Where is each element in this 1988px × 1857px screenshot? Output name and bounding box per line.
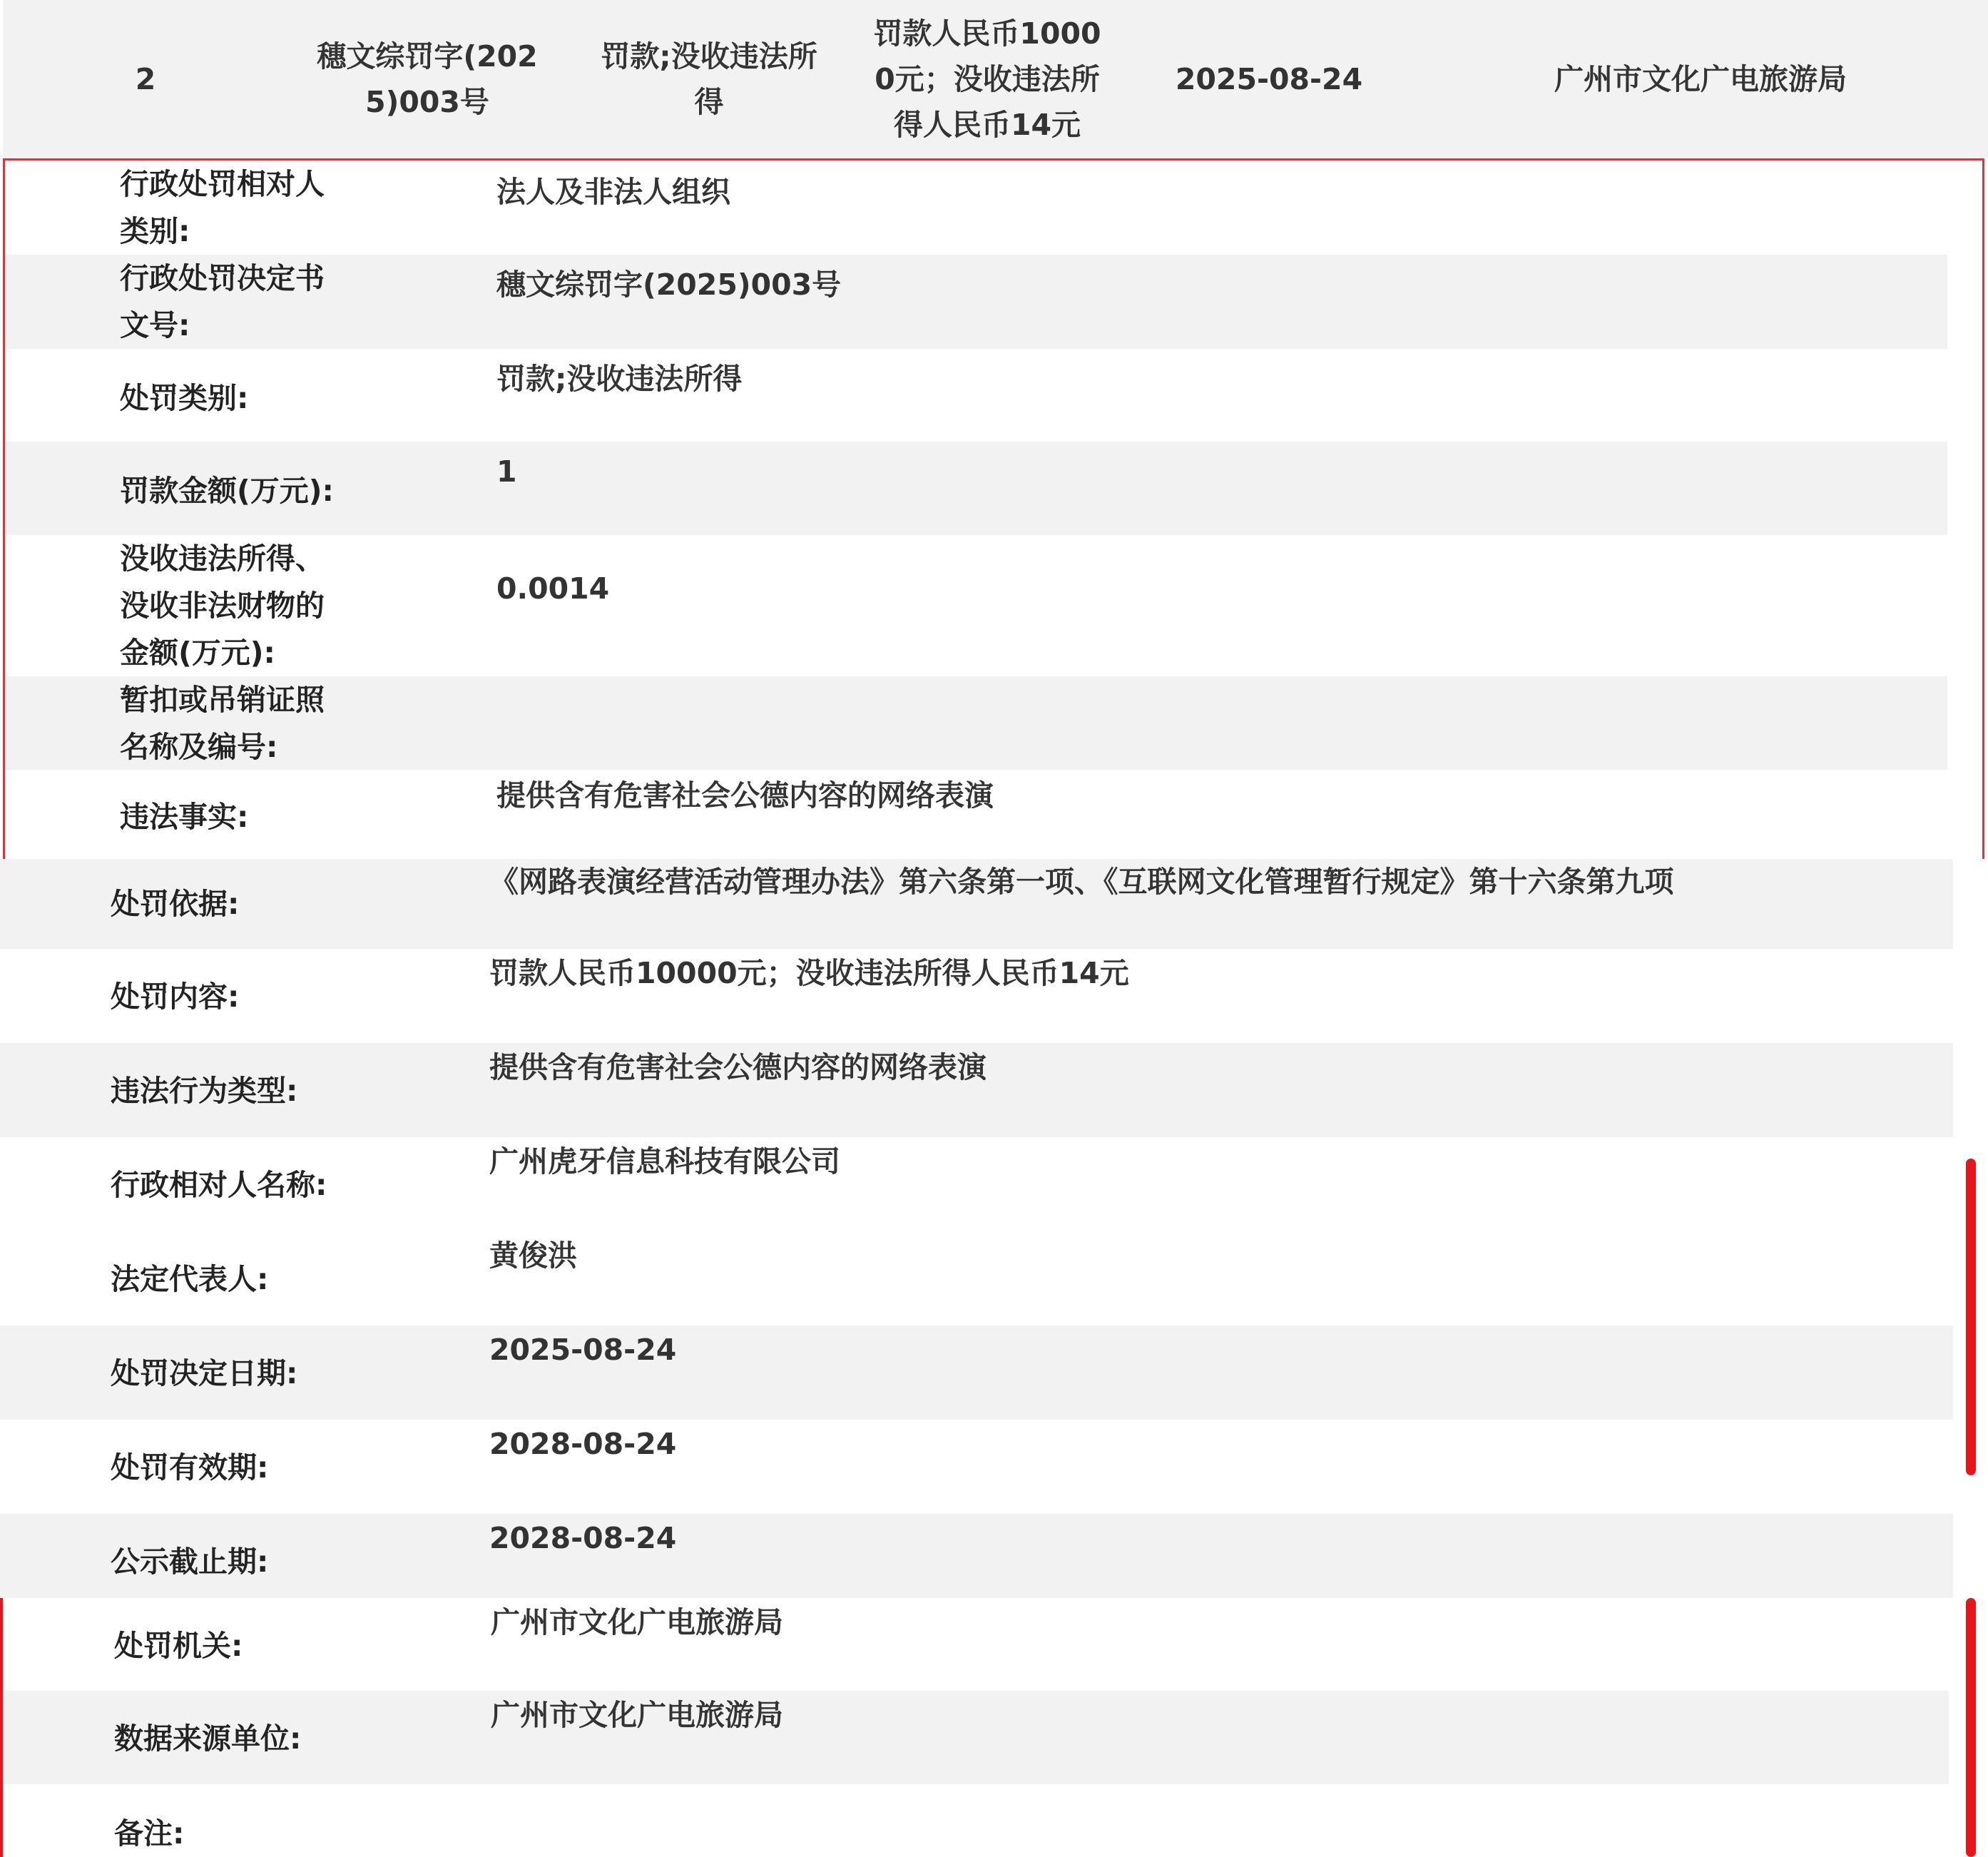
summary-index: 2 bbox=[135, 62, 156, 96]
value-penalty-authority: 广州市文化广电旅游局 bbox=[491, 1605, 783, 1639]
detail-row-decision-date bbox=[0, 1326, 1953, 1420]
value-legal-representative: 黄俊洪 bbox=[489, 1238, 577, 1273]
label-remarks: 备注: bbox=[114, 1816, 185, 1851]
summary-penalty-content: 罚款人民币1000 0元；没收违法所 得人民币14元 bbox=[873, 16, 1101, 142]
label-publicity-deadline: 公示截止期: bbox=[111, 1545, 269, 1579]
summary-decision-number: 穗文综罚字(202 5)003号 bbox=[317, 39, 538, 119]
detail-row-subject-category bbox=[6, 161, 1947, 255]
value-data-source: 广州市文化广电旅游局 bbox=[491, 1698, 783, 1732]
detail-row-license-revoked bbox=[6, 676, 1947, 770]
detail-row-fine-amount bbox=[6, 442, 1947, 535]
value-fine-amount: 1 bbox=[496, 454, 517, 489]
label-subject-name: 行政相对人名称: bbox=[111, 1168, 327, 1202]
summary-penalty-type: 罚款;没收违法所 得 bbox=[601, 39, 817, 119]
label-decision-date: 处罚决定日期: bbox=[111, 1356, 298, 1390]
label-confiscation-amount: 没收违法所得、 没收非法财物的 金额(万元): bbox=[120, 541, 325, 670]
value-decision-date: 2025-08-24 bbox=[489, 1333, 677, 1367]
scroll-indicator[interactable] bbox=[1966, 1159, 1976, 1475]
scroll-indicator-lower[interactable] bbox=[1966, 1598, 1976, 1857]
label-data-source: 数据来源单位: bbox=[114, 1721, 302, 1756]
label-penalty-category: 处罚类别: bbox=[120, 381, 249, 415]
label-penalty-basis: 处罚依据: bbox=[111, 887, 240, 921]
detail-row-legal-representative bbox=[0, 1231, 1953, 1326]
label-decision-number: 行政处罚决定书 文号: bbox=[120, 261, 325, 342]
label-license-revoked: 暂扣或吊销证照 名称及编号: bbox=[120, 683, 325, 764]
value-penalty-category: 罚款;没收违法所得 bbox=[496, 362, 743, 396]
detail-row-penalty-category bbox=[6, 349, 1947, 442]
value-publicity-deadline: 2028-08-24 bbox=[489, 1521, 677, 1555]
detail-row-decision-number bbox=[6, 255, 1947, 349]
label-valid-until: 处罚有效期: bbox=[111, 1450, 269, 1485]
value-violation-type: 提供含有危害社会公德内容的网络表演 bbox=[489, 1050, 987, 1084]
detail-row-subject-name bbox=[0, 1137, 1953, 1231]
detail-row-penalty-content bbox=[0, 949, 1953, 1043]
summary-row[interactable] bbox=[3, 0, 1988, 158]
value-penalty-basis: 《网路表演经营活动管理办法》第六条第一项、《互联网文化管理暂行规定》第十六条第九项 bbox=[489, 865, 1674, 899]
value-violation-facts: 提供含有危害社会公德内容的网络表演 bbox=[496, 778, 994, 813]
detail-row-publicity-deadline bbox=[0, 1514, 1953, 1598]
label-penalty-content: 处罚内容: bbox=[111, 980, 240, 1014]
label-fine-amount: 罚款金额(万元): bbox=[120, 474, 334, 508]
label-violation-type: 违法行为类型: bbox=[111, 1074, 298, 1108]
label-legal-representative: 法定代表人: bbox=[111, 1262, 269, 1296]
summary-date: 2025-08-24 bbox=[1175, 62, 1363, 96]
detail-row-remarks bbox=[4, 1784, 1949, 1857]
detail-row-valid-until bbox=[0, 1420, 1953, 1514]
value-valid-until: 2028-08-24 bbox=[489, 1427, 677, 1461]
detail-row-penalty-basis bbox=[0, 859, 1953, 949]
detail-row-violation-facts bbox=[6, 770, 1947, 859]
left-edge-marker bbox=[0, 1598, 3, 1857]
value-subject-name: 广州虎牙信息科技有限公司 bbox=[489, 1144, 840, 1179]
label-subject-category: 行政处罚相对人 类别: bbox=[120, 167, 325, 248]
detail-row-confiscation-amount bbox=[6, 535, 1947, 676]
summary-authority: 广州市文化广电旅游局 bbox=[1554, 62, 1847, 96]
value-subject-category: 法人及非法人组织 bbox=[496, 175, 730, 209]
detail-row-data-source bbox=[4, 1691, 1949, 1784]
label-violation-facts: 违法事实: bbox=[120, 800, 249, 834]
detail-row-violation-type bbox=[0, 1043, 1953, 1137]
detail-row-penalty-authority bbox=[4, 1598, 1949, 1691]
value-penalty-content: 罚款人民币10000元；没收违法所得人民币14元 bbox=[489, 956, 1129, 990]
label-penalty-authority: 处罚机关: bbox=[114, 1629, 243, 1663]
value-confiscation-amount: 0.0014 bbox=[496, 571, 610, 606]
value-decision-number: 穗文综罚字(2025)003号 bbox=[496, 268, 842, 302]
